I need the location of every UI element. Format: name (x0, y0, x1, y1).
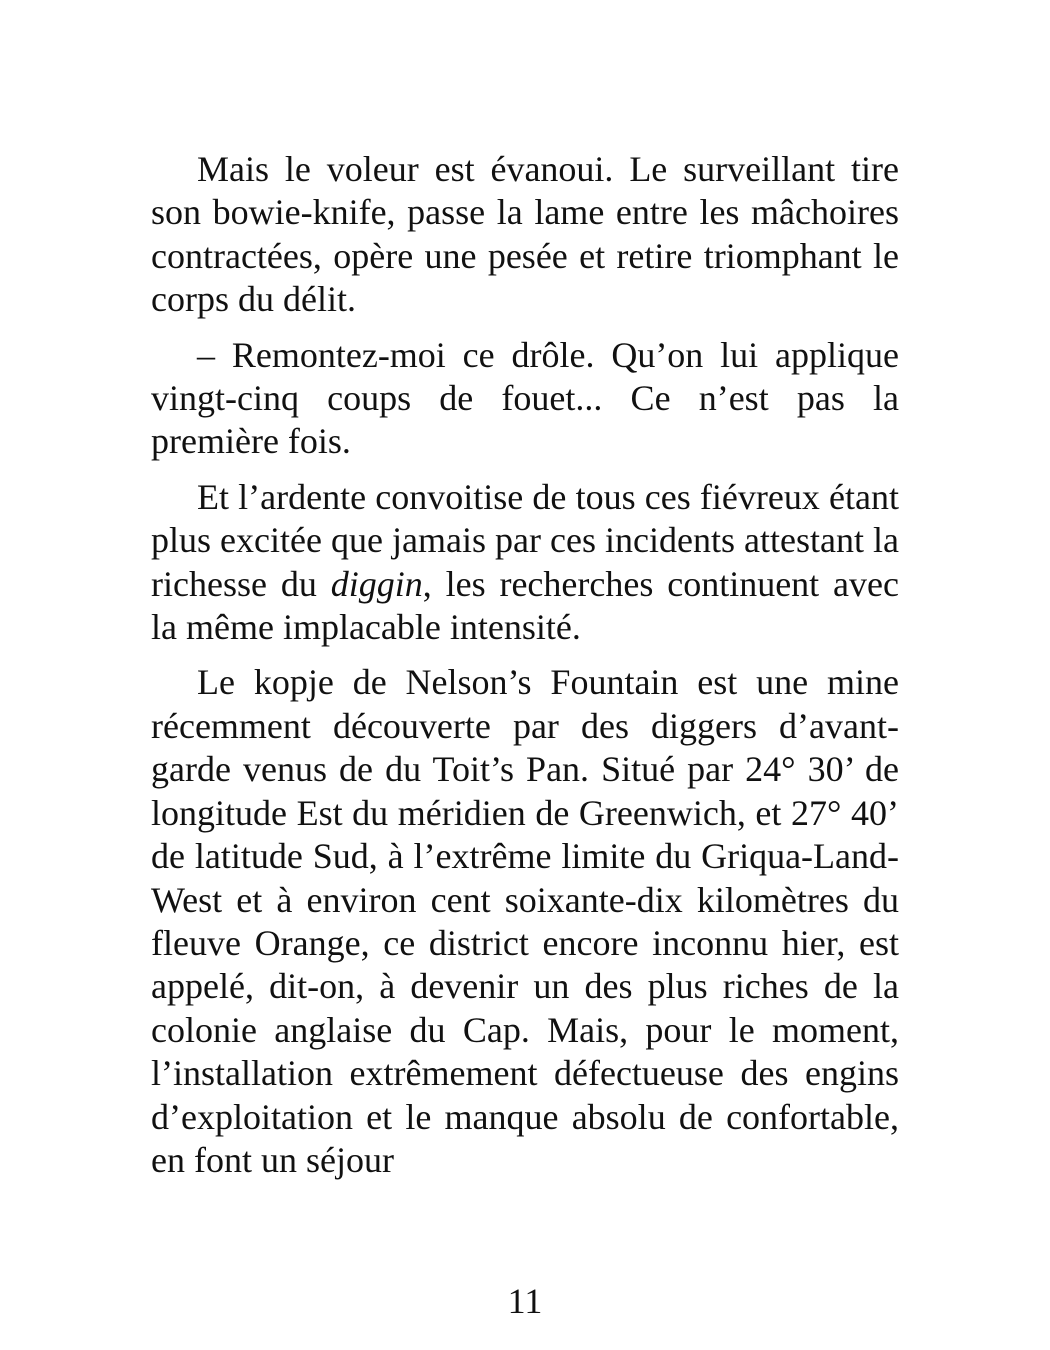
paragraph-covetousness-end: , les recherches continuent avec la même implacable intensité. (151, 563, 899, 648)
italic-term-diggin: diggin (330, 563, 423, 604)
paragraph-dialogue-whipping: – Remontez-moi ce drôle. Qu’on lui applique vingt-cinq coups de fouet... Ce n’est pas la première fois. (151, 334, 899, 462)
paragraph-covetousness-start: Et l’ardente convoitise de tous ces fiévreux étant plus excitée que jamais par ces incidents attestant la richesse du (151, 476, 899, 604)
page-number: 11 (507, 1281, 543, 1321)
paragraph-covetousness (151, 476, 899, 650)
page-body (151, 148, 899, 1194)
paragraph-nelsons-fountain: Le kopje de Nelson’s Fountain est une mine récemment découverte par des diggers d’avant-garde venus de du Toit’s Pan. Situé par 24° 30’ de longitude Est du méridien de Greenwich, et 27° 40’ de latitude Sud, à l’extrême limite du Griqua-Land-West et à environ cent soixante-dix kilomètres du fleuve Orange, ce district encore inconnu hier, est appelé, dit-on, à devenir un des plus riches de la colonie anglaise du Cap. Mais, pour le moment, l’installation extrêmement défectueuse des engins d’exploitation et le manque absolu de confortable, en font un séjour (151, 662, 899, 1180)
paragraph-thief-fainted: Mais le voleur est évanoui. Le surveillant tire son bowie-knife, passe la lame entre les mâchoires contractées, opère une pesée et retire triomphant le corps du délit. (151, 149, 899, 320)
